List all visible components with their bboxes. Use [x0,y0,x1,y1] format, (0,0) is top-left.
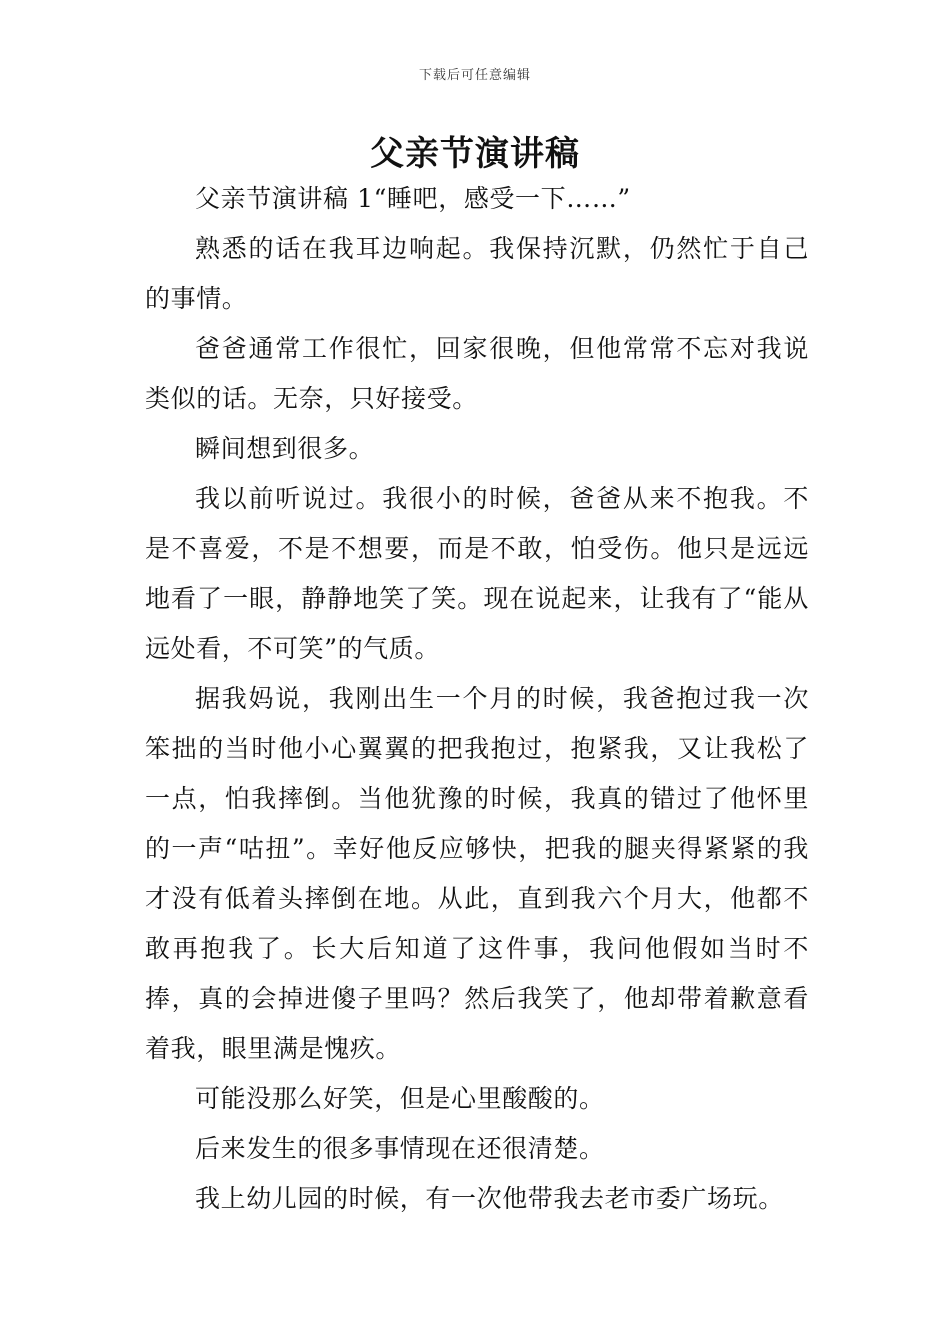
paragraph-5: 我以前听说过。我很小的时候，爸爸从来不抱我。不是不喜爱，不是不想要，而是不敢，怕受伤。他只是远远地看了一眼，静静地笑了笑。现在说起来，让我有了“能从远处看，不可笑”的气质。 [145,484,809,663]
paragraph-8: 后来发生的很多事情现在还很清楚。 [195,1134,605,1163]
paragraph-2: 熟悉的话在我耳边响起。我保持沉默，仍然忙于自己的事情。 [145,234,809,313]
paragraph-3: 爸爸通常工作很忙，回家很晚，但他常常不忘对我说类似的话。无奈，只好接受。 [145,334,809,413]
paragraph-1: 父亲节演讲稿 1“睡吧，感受一下……” [195,184,631,213]
paragraph-7: 可能没那么好笑，但是心里酸酸的。 [195,1084,605,1113]
paragraph-4: 瞬间想到很多。 [195,434,375,463]
document-body [145,174,809,1224]
header-note: 下载后可任意编辑 [418,68,531,83]
paragraph-6: 据我妈说，我刚出生一个月的时候，我爸抱过我一次笨拙的当时他小心翼翼的把我抱过，抱紧我，又让我松了一点，怕我摔倒。当他犹豫的时候，我真的错过了他怀里的一声“咕扭”。幸好他反应够快，把我的腿夹得紧紧的我才没有低着头摔倒在地。从此，直到我六个月大，他都不敢再抱我了。长大后知道了这件事，我问他假如当时不捧，真的会掉进傻子里吗？然后我笑了，他却带着歉意看着我，眼里满是愧疚。 [145,684,809,1063]
paragraph-9: 我上幼儿园的时候，有一次他带我去老市委广场玩。 [195,1184,784,1213]
document-title: 父亲节演讲稿 [370,134,580,174]
